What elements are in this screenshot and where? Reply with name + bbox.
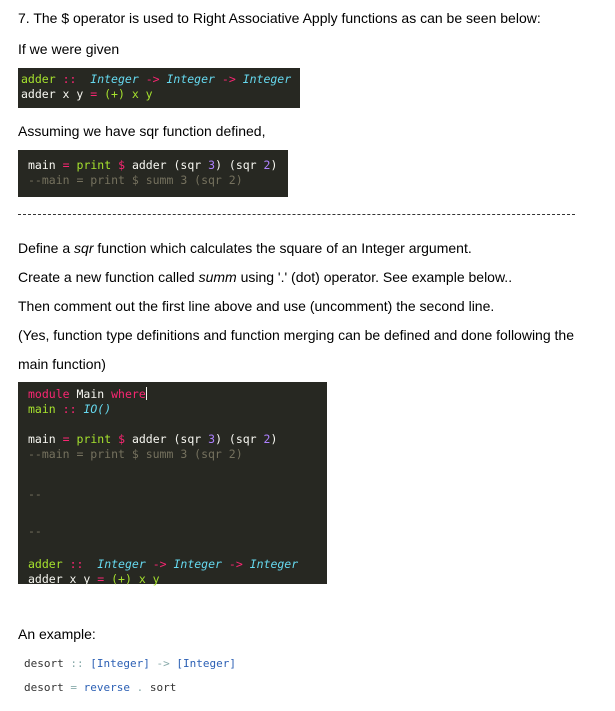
divider — [18, 214, 575, 215]
code-token: print — [76, 158, 112, 172]
code-block-adder — [18, 68, 300, 108]
code-token: [Integer] — [176, 657, 236, 670]
code-token: 2 — [263, 432, 271, 446]
code-token: :: — [62, 72, 77, 86]
code-token: adder x y — [28, 572, 91, 586]
code-token: adder (sqr — [131, 432, 209, 446]
code-comment: --main = print $ summ 3 (sqr 2) — [28, 173, 243, 187]
instruction-4: (Yes, function type definitions and function merging can be defined and done following the — [18, 327, 574, 343]
code-token: reverse — [83, 681, 130, 694]
code-token: main — [28, 402, 56, 416]
example-line-1 — [24, 657, 236, 670]
code-comment: --main = print $ summ 3 (sqr 2) — [28, 447, 243, 461]
code-token: ) — [270, 432, 278, 446]
code-block-main — [18, 150, 288, 197]
code-token: Integer — [166, 72, 215, 86]
code-comment: -- — [28, 487, 42, 501]
code-token: = — [62, 158, 70, 172]
code-token: main — [28, 158, 56, 172]
code-token: adder — [21, 72, 56, 86]
code-token: -> — [221, 72, 236, 86]
code-token: :: — [69, 557, 84, 571]
code-token: Integer — [97, 557, 146, 571]
code-token: adder — [28, 557, 63, 571]
code-token: where — [111, 387, 146, 401]
text-cursor — [146, 387, 147, 400]
code-token: $ — [118, 432, 126, 446]
code-token: = — [62, 432, 70, 446]
code-token: desort — [24, 681, 64, 694]
question-heading: 7. The $ operator is used to Right Associative Apply functions as can be seen below: — [18, 10, 541, 26]
code-token: module — [28, 387, 70, 401]
instruction-3: Then comment out the first line above and use (uncomment) the second line. — [18, 298, 495, 314]
intro-text: If we were given — [18, 41, 120, 57]
code-token: ) (sqr — [215, 158, 264, 172]
text-run: summ — [198, 269, 237, 285]
code-token: sort — [149, 681, 177, 694]
code-token: [Integer] — [90, 657, 150, 670]
instruction-1 — [18, 240, 472, 256]
code-token: 3 — [208, 432, 216, 446]
code-token: Integer — [90, 72, 139, 86]
code-token: IO() — [83, 402, 112, 416]
code-token: Integer — [242, 72, 292, 86]
code-token: :: — [70, 657, 84, 670]
code-token: (+) x y — [111, 572, 160, 586]
code-token: Integer — [249, 557, 299, 571]
text-run: using '.' (dot) operator. See example below.. — [236, 269, 513, 285]
example-label: An example: — [18, 626, 96, 642]
code-token: = — [97, 572, 105, 586]
text-run: sqr — [74, 240, 94, 256]
code-token: . — [136, 681, 144, 694]
code-token: 2 — [263, 158, 271, 172]
code-token: ) — [270, 158, 278, 172]
code-token: -> — [145, 72, 160, 86]
code-token: Main — [76, 387, 105, 401]
code-token: print — [76, 432, 112, 446]
code-token: adder (sqr — [131, 158, 209, 172]
text-run: function which calculates the square of an Integer argument. — [93, 240, 472, 256]
code-token: ) (sqr — [215, 432, 264, 446]
text-run: Create a new function called — [18, 269, 199, 285]
text-run: Define a — [18, 240, 75, 256]
code-token: :: — [62, 402, 77, 416]
code-token: desort — [24, 657, 64, 670]
code-comment: -- — [28, 524, 42, 538]
assume-text: Assuming we have sqr function defined, — [18, 123, 266, 139]
code-token: 3 — [208, 158, 216, 172]
instruction-2 — [18, 269, 512, 285]
code-token: -> — [228, 557, 243, 571]
code-token: -> — [152, 557, 167, 571]
code-token: (+) x y — [104, 87, 153, 101]
code-token: = — [70, 681, 77, 694]
code-token: = — [90, 87, 98, 101]
code-token: $ — [118, 158, 126, 172]
code-token: Integer — [173, 557, 222, 571]
code-token: -> — [156, 657, 170, 670]
code-token: adder x y — [21, 87, 84, 101]
code-token: main — [28, 432, 56, 446]
example-line-2 — [24, 681, 176, 694]
code-editor[interactable] — [18, 382, 327, 584]
instruction-5: main function) — [18, 356, 106, 372]
